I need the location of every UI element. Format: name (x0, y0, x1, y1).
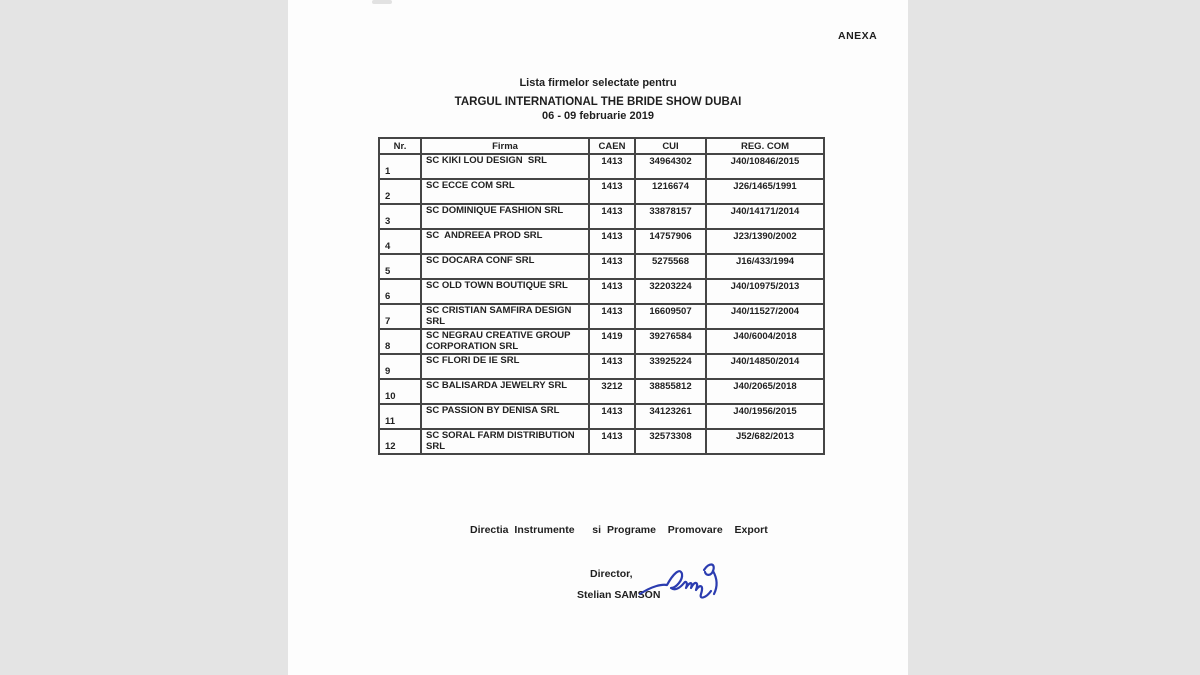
reg-com-cell: J16/433/1994 (706, 254, 824, 279)
reg-com-cell: J23/1390/2002 (706, 229, 824, 254)
cui-cell: 5275568 (635, 254, 706, 279)
cui-cell: 39276584 (635, 329, 706, 354)
firma-cell: SC ECCE COM SRL (421, 179, 589, 204)
column-header-nr: Nr. (379, 138, 421, 154)
table-body (379, 154, 824, 454)
cui-cell: 38855812 (635, 379, 706, 404)
caen-cell: 1413 (589, 154, 635, 179)
row-number-cell: 6 (379, 279, 421, 304)
department-line: Directia Instrumente si Programe Promovare Export (470, 524, 768, 536)
document-subtitle: Lista firmelor selectate pentru (519, 77, 677, 89)
row-number-cell: 9 (379, 354, 421, 379)
reg-com-cell: J26/1465/1991 (706, 179, 824, 204)
firma-cell: SC NEGRAU CREATIVE GROUP CORPORATION SRL (421, 329, 589, 354)
caen-cell: 1413 (589, 204, 635, 229)
firma-cell: SC SORAL FARM DISTRIBUTION SRL (421, 429, 589, 454)
firma-cell: SC DOCARA CONF SRL (421, 254, 589, 279)
row-number-cell: 5 (379, 254, 421, 279)
table-row (379, 254, 824, 279)
row-number-cell: 1 (379, 154, 421, 179)
column-header-cui: CUI (635, 138, 706, 154)
row-number-cell: 3 (379, 204, 421, 229)
table-row (379, 304, 824, 329)
column-header-caen: CAEN (589, 138, 635, 154)
row-number-cell: 7 (379, 304, 421, 329)
reg-com-cell: J40/2065/2018 (706, 379, 824, 404)
cui-cell: 32203224 (635, 279, 706, 304)
table-row (379, 154, 824, 179)
cui-cell: 16609507 (635, 304, 706, 329)
firma-cell: SC FLORI DE IE SRL (421, 354, 589, 379)
table-row (379, 179, 824, 204)
caen-cell: 1413 (589, 429, 635, 454)
document-date-range: 06 - 09 februarie 2019 (542, 110, 654, 122)
table-header-row (379, 138, 824, 154)
anexa-label: ANEXA (838, 30, 878, 42)
reg-com-cell: J40/6004/2018 (706, 329, 824, 354)
firma-cell: SC DOMINIQUE FASHION SRL (421, 204, 589, 229)
caen-cell: 1413 (589, 179, 635, 204)
cui-cell: 33925224 (635, 354, 706, 379)
caen-cell: 1413 (589, 254, 635, 279)
firma-cell: SC BALISARDA JEWELRY SRL (421, 379, 589, 404)
signatory-name: Stelian SAMSON (577, 589, 661, 601)
caen-cell: 1419 (589, 329, 635, 354)
caen-cell: 1413 (589, 404, 635, 429)
row-number-cell: 11 (379, 404, 421, 429)
row-number-cell: 4 (379, 229, 421, 254)
caen-cell: 1413 (589, 354, 635, 379)
reg-com-cell: J40/10846/2015 (706, 154, 824, 179)
row-number-cell: 12 (379, 429, 421, 454)
cui-cell: 34964302 (635, 154, 706, 179)
firms-table (378, 137, 825, 455)
row-number-cell: 8 (379, 329, 421, 354)
firma-cell: SC PASSION BY DENISA SRL (421, 404, 589, 429)
firma-cell: SC OLD TOWN BOUTIQUE SRL (421, 279, 589, 304)
table-row (379, 429, 824, 454)
reg-com-cell: J40/11527/2004 (706, 304, 824, 329)
firma-cell: SC KIKI LOU DESIGN SRL (421, 154, 589, 179)
table-row (379, 354, 824, 379)
caen-cell: 3212 (589, 379, 635, 404)
table-row (379, 229, 824, 254)
caen-cell: 1413 (589, 279, 635, 304)
caen-cell: 1413 (589, 304, 635, 329)
cui-cell: 32573308 (635, 429, 706, 454)
scan-artifact (372, 0, 392, 4)
row-number-cell: 10 (379, 379, 421, 404)
reg-com-cell: J52/682/2013 (706, 429, 824, 454)
signature-icon (638, 554, 730, 608)
table-row (379, 279, 824, 304)
table-row (379, 379, 824, 404)
reg-com-cell: J40/1956/2015 (706, 404, 824, 429)
firma-cell: SC CRISTIAN SAMFIRA DESIGN SRL (421, 304, 589, 329)
caen-cell: 1413 (589, 229, 635, 254)
reg-com-cell: J40/14171/2014 (706, 204, 824, 229)
table-row (379, 204, 824, 229)
cui-cell: 34123261 (635, 404, 706, 429)
document-title: TARGUL INTERNATIONAL THE BRIDE SHOW DUBAI (454, 96, 742, 108)
column-header-firma: Firma (421, 138, 589, 154)
cui-cell: 14757906 (635, 229, 706, 254)
reg-com-cell: J40/10975/2013 (706, 279, 824, 304)
reg-com-cell: J40/14850/2014 (706, 354, 824, 379)
table-row (379, 404, 824, 429)
column-header-reg-com: REG. COM (706, 138, 824, 154)
cui-cell: 1216674 (635, 179, 706, 204)
document-page (288, 0, 908, 675)
cui-cell: 33878157 (635, 204, 706, 229)
table-row (379, 329, 824, 354)
firma-cell: SC ANDREEA PROD SRL (421, 229, 589, 254)
row-number-cell: 2 (379, 179, 421, 204)
signatory-title: Director, (590, 568, 633, 580)
